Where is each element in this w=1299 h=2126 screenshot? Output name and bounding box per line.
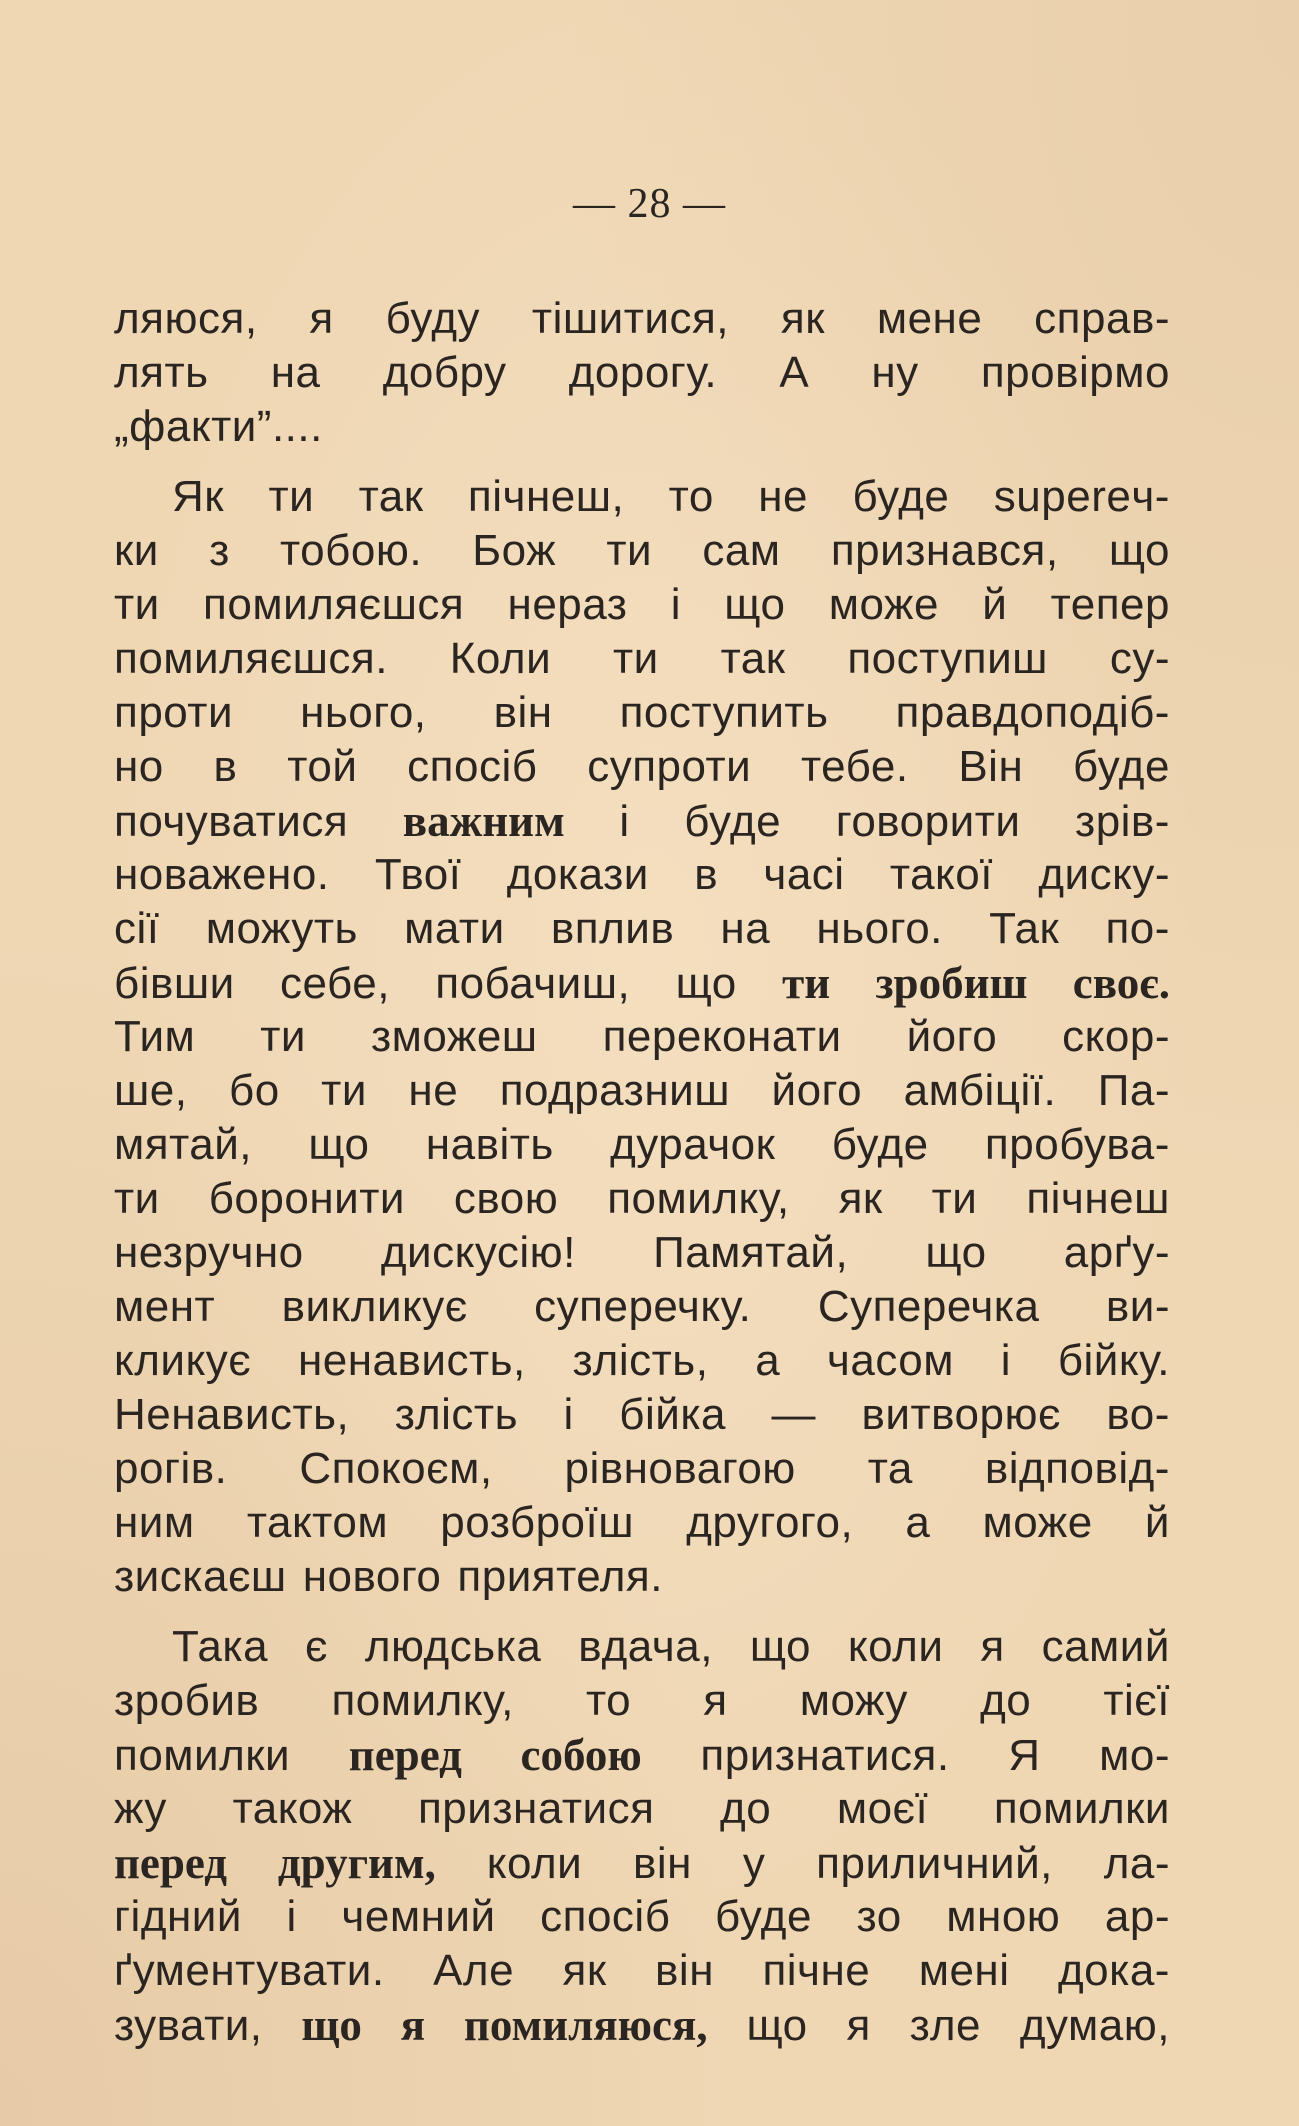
emphasis-word: перед (114, 1838, 228, 1888)
word: а (905, 1498, 931, 1547)
word: ар- (1104, 1892, 1170, 1941)
word: коли (847, 1622, 944, 1671)
word: як (838, 1174, 883, 1223)
word: помиляєшся (203, 580, 465, 629)
text-line (114, 1782, 1170, 1836)
word: я (703, 1676, 728, 1725)
word: буде (1073, 742, 1170, 791)
text-line (114, 686, 1170, 740)
text-line (114, 956, 1170, 1010)
word: дорогу. (568, 348, 718, 397)
word: мати (404, 904, 505, 953)
word: зможеш (370, 1012, 538, 1061)
text-line (114, 1010, 1170, 1064)
word: зувати, (114, 2001, 263, 2050)
text-line (114, 632, 1170, 686)
word: пічне (762, 1946, 871, 1995)
word: не (408, 1066, 459, 1115)
word: помилки (993, 1784, 1170, 1833)
word: боронити (208, 1174, 405, 1223)
word: мо- (1099, 1731, 1170, 1780)
word: помилки (114, 1731, 291, 1780)
word: ви- (1105, 1282, 1170, 1331)
page-number: — 28 — (573, 181, 726, 227)
word: його (771, 1066, 863, 1115)
word: но (114, 742, 164, 791)
word: докази (506, 850, 649, 899)
word: бо (229, 1066, 280, 1115)
word: во- (1106, 1390, 1170, 1439)
word: себе, (280, 959, 390, 1008)
word: ти (268, 472, 315, 521)
emphasis-word: другим, (277, 1838, 436, 1888)
word: можуть (205, 904, 358, 953)
word: спосіб (407, 742, 538, 791)
word: Суперечка (817, 1282, 1040, 1331)
word: що (724, 580, 786, 629)
word: мені (918, 1946, 1010, 1995)
word: помиляєшся. (114, 634, 388, 683)
word: навіть (425, 1120, 554, 1169)
word: на (270, 348, 321, 397)
word: є (304, 1622, 328, 1671)
emphasis-word: ти (782, 958, 831, 1008)
word: лять (114, 348, 209, 397)
paragraph (114, 1620, 1170, 2052)
word: приличний, (816, 1839, 1053, 1888)
word: тепер (1050, 580, 1170, 629)
word: бійка (619, 1390, 727, 1439)
text-line (114, 1674, 1170, 1728)
word: А (779, 348, 810, 397)
word: ти (606, 526, 653, 575)
word: мною (946, 1892, 1061, 1941)
word: признатися. (700, 1731, 950, 1780)
word: Так (989, 904, 1060, 953)
text-line (114, 292, 1170, 346)
word: викликує (281, 1282, 468, 1331)
word: не (758, 472, 809, 521)
word: ти (114, 1174, 160, 1223)
word: говорити (835, 797, 1021, 846)
word: такої (889, 850, 993, 899)
word: дурачок (610, 1120, 776, 1169)
word: я (980, 1622, 1005, 1671)
word: Памятай, (653, 1228, 849, 1277)
text-line (114, 1998, 1170, 2052)
word: свою (453, 1174, 559, 1223)
word: вдача, (578, 1622, 713, 1671)
word: переконати (602, 1012, 842, 1061)
word: розброїш (440, 1498, 635, 1547)
word: я (309, 294, 334, 343)
word: Тим (114, 1012, 196, 1061)
emphasis-word: помиляюся, (463, 2000, 708, 2050)
word: скор- (1062, 1012, 1170, 1061)
word: нього, (300, 688, 427, 737)
word: ґументувати. (114, 1946, 385, 1995)
word: ти (114, 580, 160, 629)
paragraph (114, 470, 1170, 1604)
word: може (828, 580, 939, 629)
word: думаю, (1019, 2001, 1170, 2050)
word: ти (931, 1174, 978, 1223)
word: зискаєш (114, 1552, 287, 1601)
word: як (562, 1946, 607, 1995)
text-line (114, 578, 1170, 632)
emphasis-word: зробиш (875, 958, 1028, 1008)
word: ним (114, 1498, 195, 1547)
word: помилку, (607, 1174, 790, 1223)
word: ляюся, (114, 294, 258, 343)
text-line (114, 1388, 1170, 1442)
word: той (287, 742, 358, 791)
word: рівновагою (564, 1444, 796, 1493)
word: приятеля. (457, 1552, 663, 1601)
word: може (982, 1498, 1093, 1547)
word: що (925, 1228, 987, 1277)
word: supereч- (993, 472, 1170, 521)
word: дока- (1057, 1946, 1170, 1995)
word: самий (1041, 1622, 1170, 1671)
word: ти (260, 1012, 306, 1061)
emphasis-word: важним (402, 796, 565, 846)
text-line (114, 1890, 1170, 1944)
word: він (633, 1839, 692, 1888)
word: диску- (1038, 850, 1170, 899)
word: коли (486, 1839, 583, 1888)
word: подразниш (499, 1066, 730, 1115)
word: так (358, 472, 424, 521)
word: Твої (374, 850, 462, 899)
word: провірмо (980, 348, 1170, 397)
word: новажено. (114, 850, 330, 899)
word: поступить (619, 688, 829, 737)
word: я (846, 2001, 871, 2050)
text-line (114, 1280, 1170, 1334)
word: можу (799, 1676, 908, 1725)
word: побачиш, (435, 959, 631, 1008)
word: нераз (507, 580, 628, 629)
word: злість (394, 1390, 518, 1439)
text-line (114, 902, 1170, 956)
word: помилку, (331, 1676, 514, 1725)
emphasis-word: перед (348, 1730, 462, 1780)
word: ти (321, 1066, 367, 1115)
word: моєї (836, 1784, 929, 1833)
word: поступиш (847, 634, 1048, 683)
text-line (114, 1836, 1170, 1890)
word: зробив (114, 1676, 260, 1725)
word: другого, (686, 1498, 854, 1547)
word: й (982, 580, 1008, 629)
text-line (114, 1550, 1170, 1604)
word: Ненависть, (114, 1390, 350, 1439)
paragraph (114, 292, 1170, 454)
word: Я (1008, 1731, 1041, 1780)
word: добру (382, 348, 507, 397)
word: також (232, 1784, 353, 1833)
word: ше, (114, 1066, 188, 1115)
text-line (114, 1172, 1170, 1226)
word: злість, (572, 1336, 709, 1385)
word: до (720, 1784, 772, 1833)
word: нового (302, 1552, 442, 1601)
word: проти (114, 688, 234, 737)
word: пічнеш (1026, 1174, 1170, 1223)
text-line (114, 1496, 1170, 1550)
word: зрів- (1075, 797, 1170, 846)
word: тебе. (801, 742, 909, 791)
word: в (213, 742, 238, 791)
word: в (694, 850, 719, 899)
word: признатися (417, 1784, 655, 1833)
text-line (114, 740, 1170, 794)
word: як (780, 294, 825, 343)
word: та (867, 1444, 913, 1493)
word: що (749, 1622, 812, 1671)
word: буде (831, 1120, 929, 1169)
word: зле (909, 2001, 981, 2050)
text-line (114, 1728, 1170, 1782)
word: справ- (1034, 294, 1170, 343)
word: з (209, 526, 230, 575)
emphasis-word: собою (520, 1730, 642, 1780)
word: су- (1109, 634, 1170, 683)
word: зо (856, 1892, 902, 1941)
word: ла- (1103, 1839, 1170, 1888)
word: ну (871, 348, 919, 397)
word: і (286, 1892, 297, 1941)
word: так (720, 634, 786, 683)
word: у (742, 1839, 766, 1888)
word: амбіції. (903, 1066, 1057, 1115)
emphasis-word: своє. (1072, 958, 1170, 1008)
word: то (668, 472, 714, 521)
text-line (114, 848, 1170, 902)
word: що (675, 959, 737, 1008)
word: часом (826, 1336, 955, 1385)
word: часі (763, 850, 845, 899)
word: — (771, 1390, 817, 1439)
text-line (114, 470, 1170, 524)
word: признався, (830, 526, 1059, 575)
word: що (308, 1120, 370, 1169)
emphasis-word: що (301, 2000, 362, 2050)
word: спосіб (540, 1892, 671, 1941)
text-line (114, 524, 1170, 578)
word: Бож (472, 526, 557, 575)
word: мене (876, 294, 983, 343)
word: „факти”.... (114, 402, 323, 451)
word: до (980, 1676, 1032, 1725)
text-block (114, 292, 1170, 2052)
text-line (114, 1442, 1170, 1496)
word: по- (1105, 904, 1170, 953)
text-line (114, 346, 1170, 400)
word: ненависть, (297, 1336, 526, 1385)
word: людська (364, 1622, 542, 1671)
text-line (114, 1226, 1170, 1280)
word: відповід- (984, 1444, 1170, 1493)
word: сії (114, 904, 160, 953)
word: то (585, 1676, 632, 1725)
word: що (1108, 526, 1170, 575)
word: бійку. (1057, 1336, 1170, 1385)
word: Але (433, 1946, 515, 1995)
word: Як (172, 472, 225, 521)
word: кликує (114, 1336, 252, 1385)
word: тішитися, (531, 294, 730, 343)
word: витворює (861, 1390, 1061, 1439)
word: мятай, (114, 1120, 253, 1169)
text-line (114, 1064, 1170, 1118)
word: незручно (114, 1228, 304, 1277)
word: дискусію! (380, 1228, 576, 1277)
word: і (1000, 1336, 1012, 1385)
word: гідний (114, 1892, 242, 1941)
word: а (755, 1336, 781, 1385)
word: ти (613, 634, 659, 683)
word: на (720, 904, 771, 953)
word: мент (114, 1282, 216, 1331)
text-line (114, 1620, 1170, 1674)
word: тобою. (280, 526, 423, 575)
word: Така (172, 1622, 269, 1671)
word: пічнеш, (467, 472, 625, 521)
word: нього. (816, 904, 943, 953)
word: вплив (550, 904, 675, 953)
word: Коли (449, 634, 552, 683)
text-line (114, 794, 1170, 848)
word: він (493, 688, 553, 737)
word: тактом (246, 1498, 389, 1547)
word: він (655, 1946, 714, 1995)
emphasis-word: я (400, 2000, 426, 2050)
word: рогів. (114, 1444, 228, 1493)
text-line (114, 1118, 1170, 1172)
word: почуватися (114, 797, 349, 846)
word: й (1144, 1498, 1170, 1547)
word: тієї (1103, 1676, 1170, 1725)
word: сам (702, 526, 781, 575)
text-line (114, 400, 1170, 454)
word: Па- (1097, 1066, 1170, 1115)
word: чемний (341, 1892, 496, 1941)
word: буде (715, 1892, 812, 1941)
word: буде (852, 472, 950, 521)
word: жу (114, 1784, 167, 1833)
word: буду (385, 294, 481, 343)
word: суперечку. (534, 1282, 752, 1331)
word: і (670, 580, 681, 629)
word: що (746, 2001, 808, 2050)
text-line (114, 1334, 1170, 1388)
text-line (114, 1944, 1170, 1998)
word: його (906, 1012, 998, 1061)
word: буде (684, 797, 782, 846)
word: арґу- (1063, 1228, 1170, 1277)
word: супроти (587, 742, 752, 791)
word: і (619, 797, 630, 846)
word: ки (114, 526, 159, 575)
word: пробува- (984, 1120, 1170, 1169)
word: Спокоєм, (299, 1444, 493, 1493)
word: бівши (114, 959, 235, 1008)
word: Він (958, 742, 1024, 791)
word: правдоподіб- (895, 688, 1170, 737)
word: і (563, 1390, 574, 1439)
